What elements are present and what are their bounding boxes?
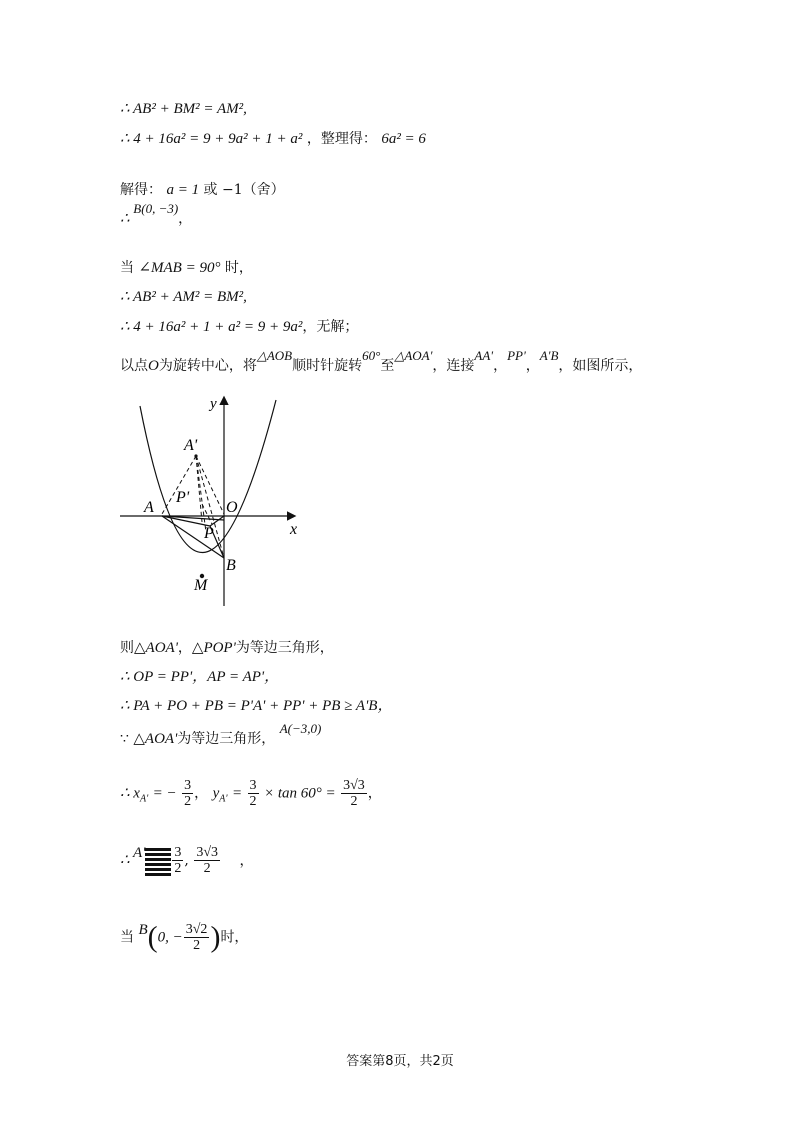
comma: ， (178, 211, 193, 227)
label-p-prime: P' (176, 489, 190, 506)
text-segment: 为等边三角形， (235, 640, 334, 656)
solve-label: 解得： (120, 182, 162, 198)
text-segment: 则 (120, 640, 134, 656)
point-b-label: B (138, 921, 148, 938)
x-subscript: A' (139, 793, 149, 805)
step-point-b: ∴ B(0, −3)， (120, 201, 193, 227)
step-op-pp: ∴ OP = PP'，AP = AP'， (120, 669, 280, 685)
angle-mab: ∠MAB = 90° (138, 260, 221, 276)
step-ab-am-bm: ∴ AB² + AM² = BM², (120, 289, 247, 305)
a-prime-y: $\frac{3√3}{2}$ (196, 845, 218, 876)
text-segment: 顺时针旋转 (292, 358, 363, 374)
triangle-pop-prime: △POP' (191, 640, 236, 656)
equation-no-solution: 4 + 16a² + 1 + a² = 9 + 9a² (133, 319, 303, 335)
x-symbol: x (133, 785, 140, 802)
point-a-coords: A(−3,0) (279, 721, 322, 736)
point-o: O (148, 358, 159, 374)
case-prefix: 当 (120, 929, 134, 946)
page-footer: 答案第8页，共2页 (346, 1054, 454, 1069)
step-case-b: 当 B(0, − $\frac{3√2}{2}$ )时， (120, 920, 249, 954)
comma: ， (239, 852, 254, 869)
text-segment: 为等边三角形， (177, 731, 276, 747)
segment-aa-prime: AA' (474, 348, 494, 363)
segment-a-prime-b: A'B (539, 348, 559, 363)
segment-pp-prime: PP' (507, 348, 526, 363)
y-fraction: $\frac{3}{2}$ (249, 778, 257, 809)
case-suffix: 时， (224, 260, 253, 276)
step-pa-po-pb: ∴ PA + PO + PB = P'A' + PP' + PB ≥ A'B， (120, 698, 393, 714)
tan-60: × tan 60° = (263, 785, 336, 802)
step-rotation: 以点O为旋转中心，将△AOB顺时针旋转60°至△AOA'，连接AA'，PP'，A'B，如图所示， (120, 348, 643, 374)
angle-60: 60° (362, 348, 381, 363)
scan-artifact (145, 846, 171, 876)
text-segment: 为旋转中心，将 (158, 358, 257, 374)
step-because-equilateral (120, 721, 322, 748)
parabola-figure (118, 392, 318, 612)
step-case-mab (120, 259, 253, 277)
label-b: B (226, 557, 236, 574)
step-ab-bm-am: ∴ AB² + BM² = AM², (120, 101, 247, 117)
step-equation-simplify (120, 130, 426, 148)
label-x: x (290, 521, 298, 538)
x-fraction: $\frac{3}{2}$ (184, 778, 192, 809)
no-solution-label: ，无解； (302, 319, 359, 335)
triangle-aoa-prime: △AOA' (133, 731, 178, 747)
segment-a-prime-down (196, 456, 206, 532)
a-reject: 或 −1（舍） (203, 182, 285, 198)
case-prefix: 当 (120, 260, 134, 276)
text-segment: ，连接 (432, 358, 475, 374)
step-no-solution: ∴ 4 + 16a² + 1 + a² = 9 + 9a²，无解； (120, 319, 359, 335)
step-solve-a (120, 181, 285, 199)
equation-4-16a2: ∴ 4 + 16a² = 9 + 9a² + 1 + a² (120, 131, 303, 147)
point-a-prime-dot (194, 454, 197, 457)
label-o: O (226, 499, 238, 516)
point-b: B(0, −3) (133, 201, 179, 216)
a-prime-x: $\frac{3}{2}$ (174, 845, 182, 876)
comma: ， (367, 785, 382, 802)
simplify-label: ，整理得： (306, 131, 377, 147)
a-prime-label: A' (133, 844, 146, 861)
label-a-prime: A' (184, 437, 198, 454)
text-segment: 以点 (120, 358, 148, 374)
y-subscript: A' (219, 793, 228, 805)
text-segment: ，如图所示， (558, 358, 643, 374)
label-a: A (144, 499, 154, 516)
step-equilateral: 则△AOA'，△POP'为等边三角形， (120, 640, 334, 656)
result-fraction: $\frac{3√3}{2}$ (343, 778, 365, 809)
x-equals: = − (152, 785, 177, 802)
label-m: M (194, 577, 208, 594)
triangle-aoa-prime: △AOA' (134, 640, 178, 656)
step-a-prime-point: ∴ A' $\frac{3}{2}$ , $\frac{3√3}{2}$ ， (120, 844, 254, 876)
triangle-aoa-prime: △AOA' (394, 348, 433, 363)
y-equals: = (231, 785, 243, 802)
step-a-prime-coords: ∴ $x_{A'}$ = − $\frac{3}{2}$ ， $y_{A'}$ = $\frac{3}{2}$ × tan 60° = $\frac{3√3}{2}$ ， (120, 778, 382, 809)
a-value: a = 1 (166, 182, 200, 198)
because-symbol: ∵ (120, 731, 129, 747)
b-zero: 0, − (157, 929, 183, 946)
label-p: P (204, 525, 214, 542)
triangle-aob: △AOB (256, 348, 293, 363)
case-suffix: 时， (220, 929, 249, 946)
y-symbol: y (212, 785, 220, 802)
label-y: y (210, 396, 217, 412)
b-fraction: $\frac{3√2}{2}$ (185, 922, 208, 953)
text-segment: 至 (380, 358, 395, 374)
equation-6a2: 6a² = 6 (381, 131, 426, 147)
